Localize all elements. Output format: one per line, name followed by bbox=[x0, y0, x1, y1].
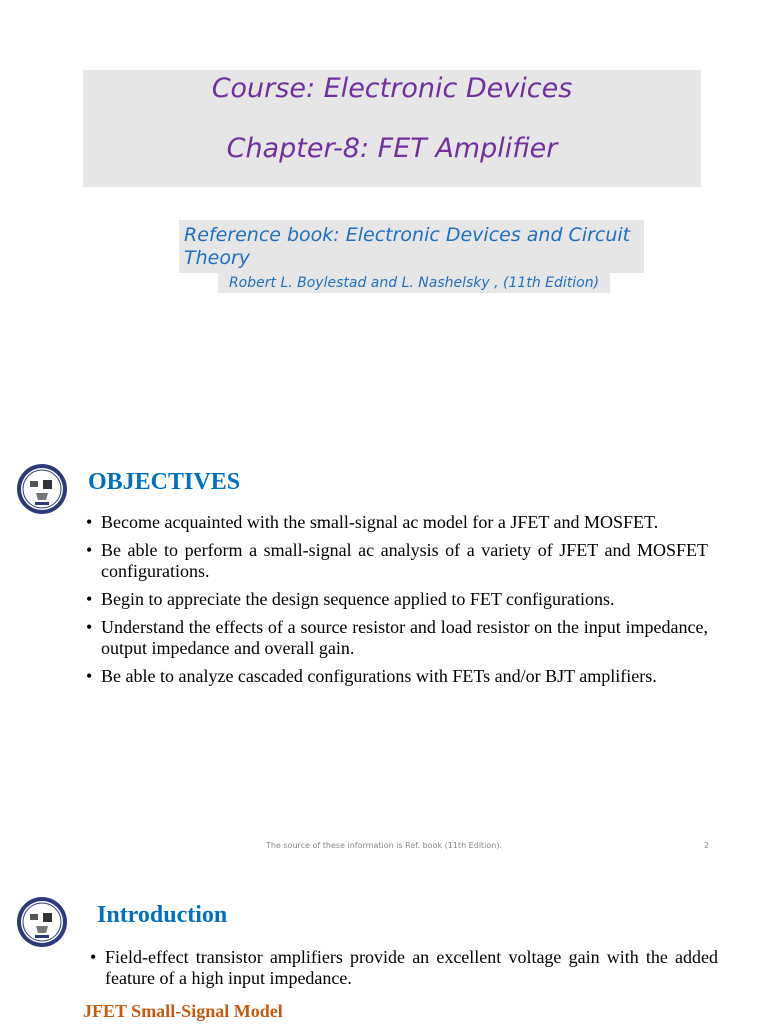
list-item: • Understand the effects of a source resistor and load resistor on the input impedance, output impedance and overall gain. bbox=[86, 617, 708, 659]
introduction-heading: Introduction bbox=[97, 902, 228, 928]
page-number: 2 bbox=[704, 841, 710, 850]
objectives-list bbox=[86, 512, 708, 694]
reference-box bbox=[179, 220, 644, 273]
objectives-heading: OBJECTIVES bbox=[88, 469, 241, 495]
reference-book: Reference book: Electronic Devices and Circuit Theory bbox=[184, 224, 631, 269]
list-item: • Become acquainted with the small-signal ac model for a JFET and MOSFET. bbox=[86, 512, 708, 533]
course-title: Course: Electronic Devices bbox=[211, 73, 573, 104]
university-seal-icon bbox=[16, 896, 68, 948]
reference-authors: Robert L. Boylestad and L. Nashelsky , (11th Edition) bbox=[218, 273, 610, 293]
title-box bbox=[83, 70, 701, 187]
slide-footer: The source of these information is Ref. book (11th Edition). bbox=[265, 841, 503, 850]
university-seal-icon bbox=[16, 463, 68, 515]
chapter-title: Chapter-8: FET Amplifier bbox=[226, 133, 558, 164]
jfet-small-signal-heading: JFET Small-Signal Model bbox=[83, 1001, 283, 1021]
introduction-list bbox=[90, 947, 718, 989]
list-item: • Field-effect transistor amplifiers provide an excellent voltage gain with the added feature of a high input impedance. bbox=[90, 947, 718, 989]
list-item: • Be able to analyze cascaded configurations with FETs and/or BJT amplifiers. bbox=[86, 666, 708, 687]
list-item: • Be able to perform a small-signal ac analysis of a variety of JFET and MOSFET configurations. bbox=[86, 540, 708, 582]
list-item: • Begin to appreciate the design sequence applied to FET configurations. bbox=[86, 589, 708, 610]
